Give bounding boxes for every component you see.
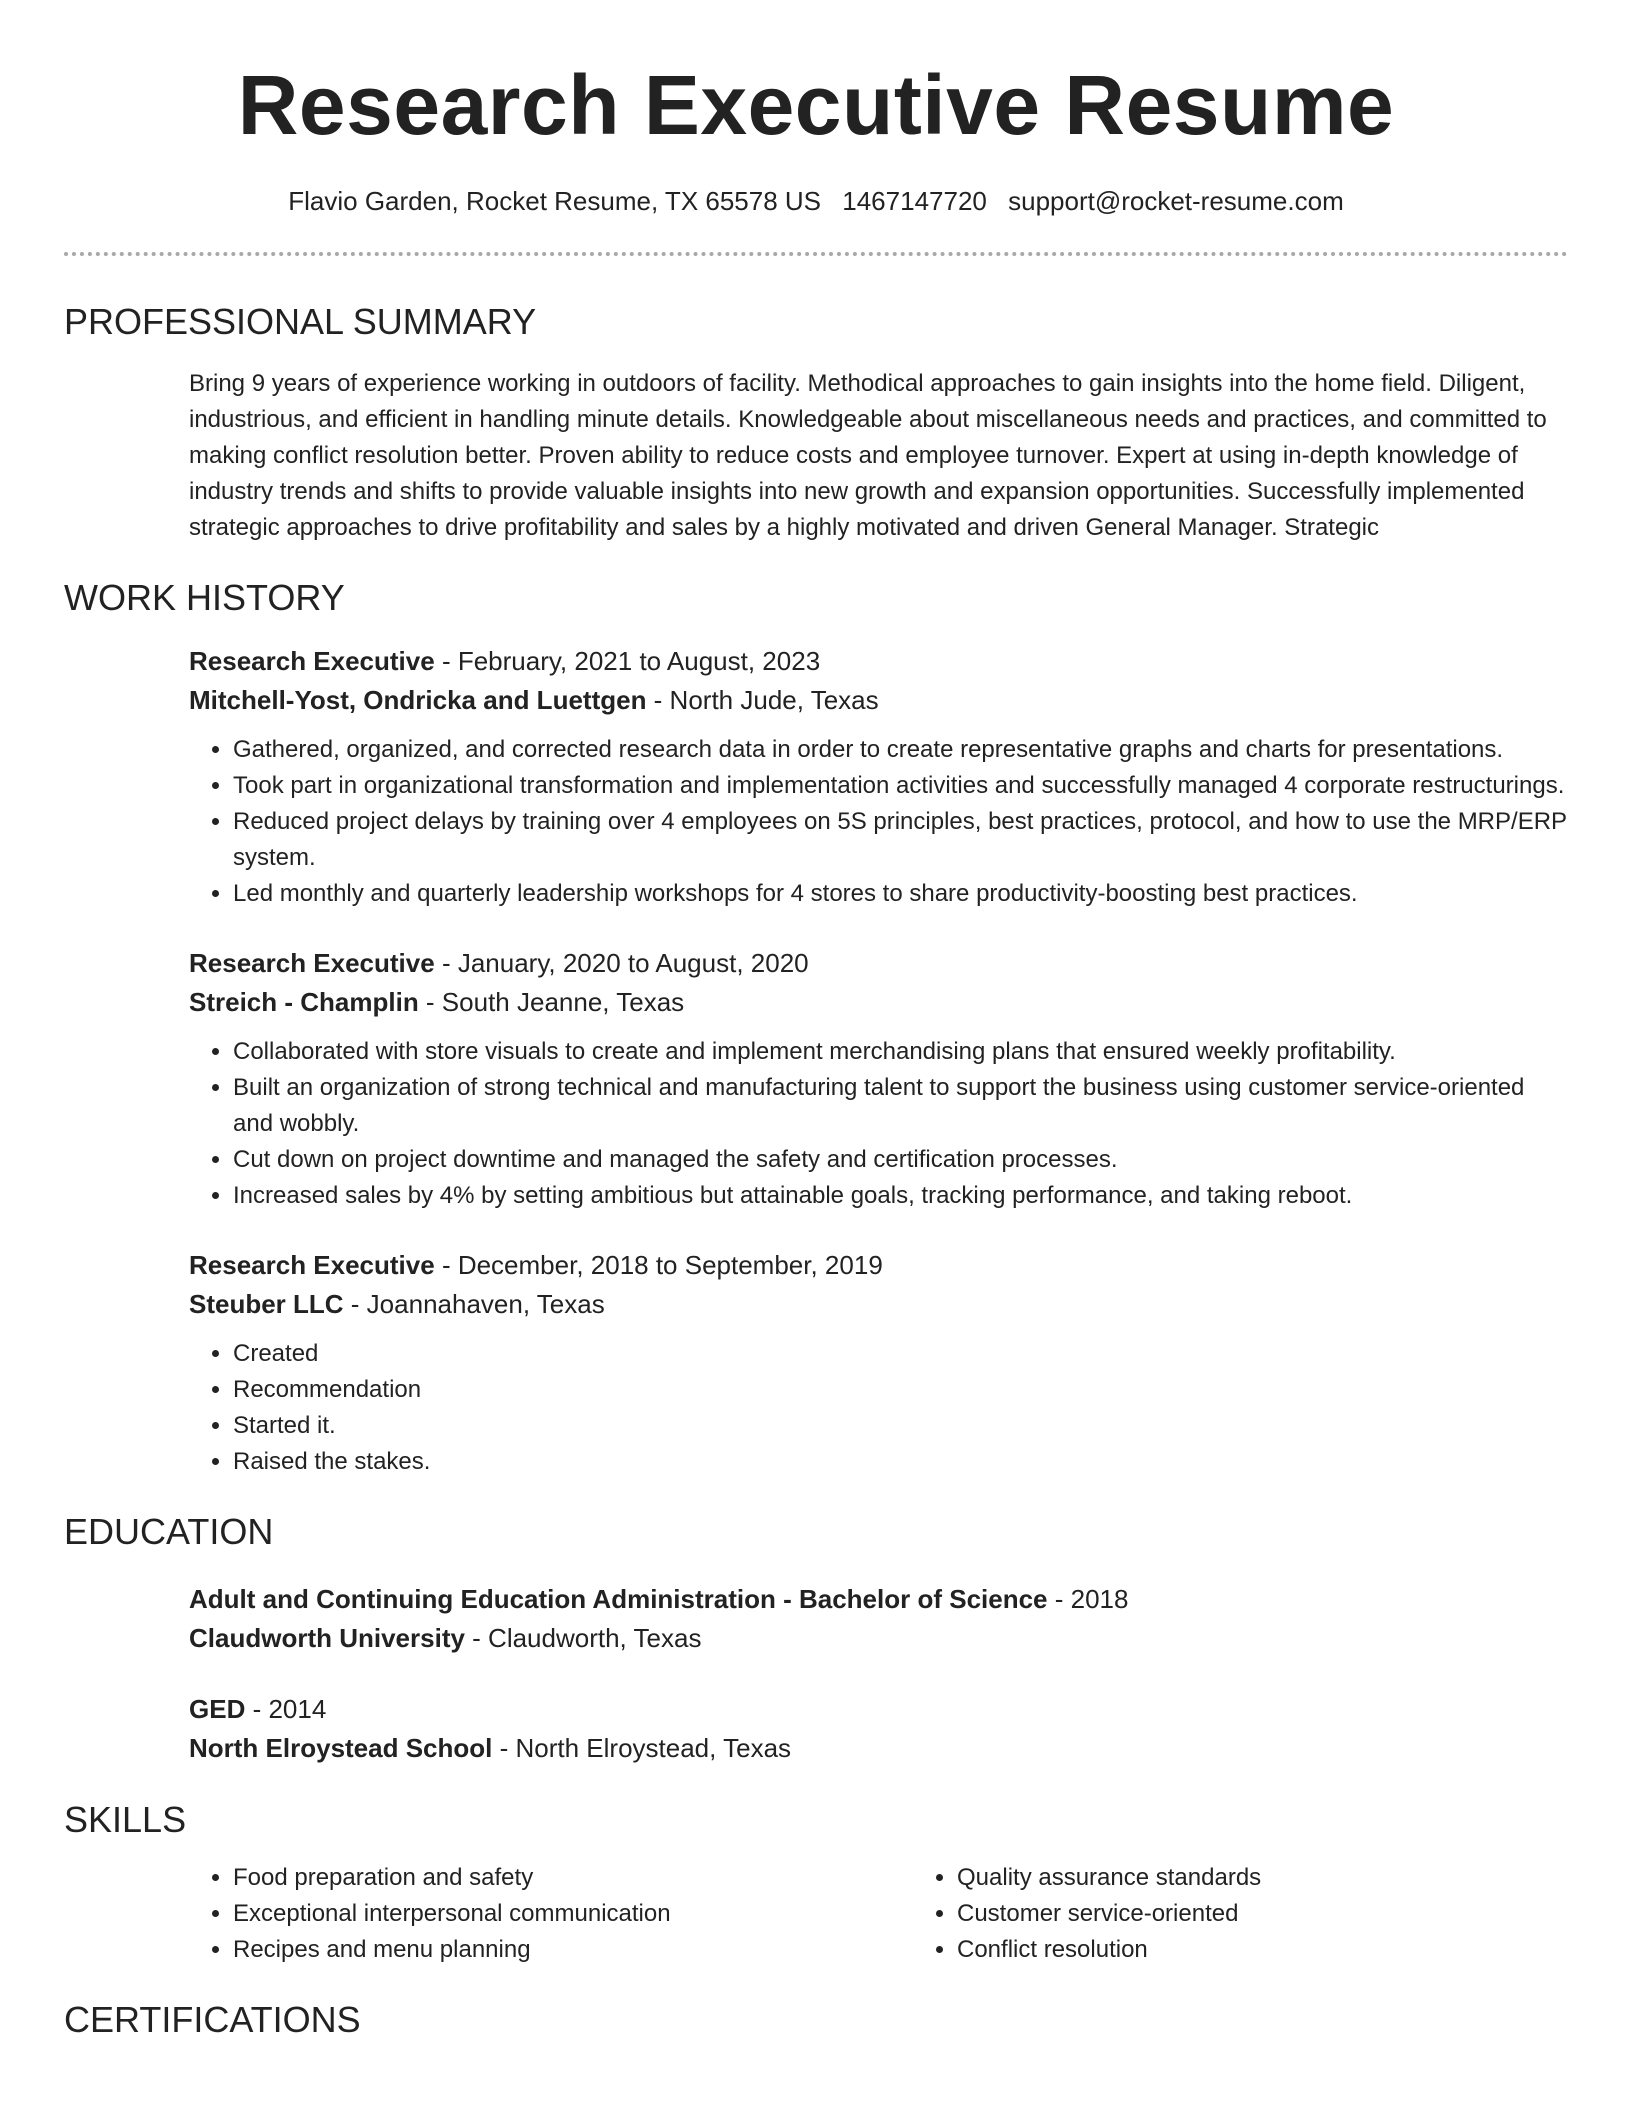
education-heading: EDUCATION	[64, 1511, 274, 1552]
education-section	[0, 1510, 1632, 1768]
education-degree-line	[189, 1580, 1568, 1619]
resume-header	[0, 0, 1632, 216]
contact-email: support@rocket-resume.com	[1008, 186, 1344, 216]
job-bullets	[189, 732, 1568, 912]
education-location: - North Elroystead, Texas	[492, 1733, 792, 1763]
education-year: - 2018	[1047, 1584, 1129, 1614]
skills-columns	[189, 1860, 1568, 1968]
education-entry	[189, 1690, 1568, 1768]
job-bullet: • Collaborated with store visuals to create and implement merchandising plans that ensured weekly profitability.	[233, 1034, 1568, 1070]
job-location: - South Jeanne, Texas	[418, 987, 685, 1017]
skills-heading: SKILLS	[64, 1799, 187, 1840]
job-dates: - December, 2018 to September, 2019	[434, 1250, 883, 1280]
contact-phone: 1467147720	[842, 186, 987, 216]
job-title: Research Executive	[189, 1250, 435, 1280]
education-year: - 2014	[245, 1694, 327, 1724]
skills-section	[0, 1798, 1632, 1968]
job-dates: - January, 2020 to August, 2020	[434, 948, 809, 978]
job-company-line	[189, 681, 1568, 720]
job-location: - Joannahaven, Texas	[343, 1289, 605, 1319]
job-title-line	[189, 642, 1568, 681]
job-bullet: • Built an organization of strong technical and manufacturing talent to support the business using customer service-oriented and wobbly.	[233, 1070, 1568, 1142]
summary-text: Bring 9 years of experience working in outdoors of facility. Methodical approaches to gain insights into the home field. Diligent, industrious, and efficient in handling minute details. Knowledgeable about miscellaneous needs and practices, and committed to making conflict resolution better. Proven ability to reduce costs and employee turnover. Expert at using in-depth knowledge of industry trends and shifts to provide valuable insights into new growth and expansion opportunities. Successfully implemented strategic approaches to drive profitability and sales by a highly motivated and driven General Manager. Strategic	[189, 370, 1547, 541]
job-entry	[189, 642, 1568, 912]
education-school-line	[189, 1729, 1568, 1768]
job-title: Research Executive	[189, 646, 435, 676]
job-title: Research Executive	[189, 948, 435, 978]
job-bullet: • Started it.	[233, 1408, 1568, 1444]
job-dates: - February, 2021 to August, 2023	[434, 646, 821, 676]
job-bullet: • Raised the stakes.	[233, 1444, 1568, 1480]
job-bullet: • Led monthly and quarterly leadership workshops for 4 stores to share productivity-boosting best practices.	[233, 876, 1568, 912]
job-bullet: • Gathered, organized, and corrected research data in order to create representative graphs and charts for presentations.	[233, 732, 1568, 768]
work-heading: WORK HISTORY	[64, 577, 345, 618]
contact-line	[0, 186, 1632, 216]
summary-section	[0, 300, 1632, 546]
summary-heading: PROFESSIONAL SUMMARY	[64, 301, 537, 342]
education-location: - Claudworth, Texas	[464, 1623, 702, 1653]
education-school: North Elroystead School	[189, 1733, 493, 1763]
job-company-line	[189, 1285, 1568, 1324]
resume-title: Research Executive Resume	[237, 58, 1395, 152]
job-entry	[189, 944, 1568, 1214]
skills-list-right	[913, 1860, 1632, 1968]
job-title-line	[189, 944, 1568, 983]
skill-item: • Recipes and menu planning	[233, 1932, 913, 1968]
education-degree: GED	[189, 1694, 246, 1724]
skill-item: • Exceptional interpersonal communication	[233, 1896, 913, 1932]
job-bullet: • Created	[233, 1336, 1568, 1372]
job-location: - North Jude, Texas	[646, 685, 879, 715]
work-section	[0, 576, 1632, 1480]
certifications-section	[0, 1998, 1632, 2042]
job-company: Steuber LLC	[189, 1289, 344, 1319]
education-entry	[189, 1580, 1568, 1658]
job-entry	[189, 1246, 1568, 1480]
skill-item: • Quality assurance standards	[957, 1860, 1632, 1896]
education-degree-line	[189, 1690, 1568, 1729]
skill-item: • Customer service-oriented	[957, 1896, 1632, 1932]
job-title-line	[189, 1246, 1568, 1285]
job-bullets	[189, 1336, 1568, 1480]
job-bullet: • Cut down on project downtime and managed the safety and certification processes.	[233, 1142, 1568, 1178]
header-divider	[64, 252, 1568, 256]
job-company-line	[189, 983, 1568, 1022]
education-school-line	[189, 1619, 1568, 1658]
certifications-heading: CERTIFICATIONS	[64, 1999, 361, 2040]
job-bullet: • Recommendation	[233, 1372, 1568, 1408]
skills-list-left	[189, 1860, 913, 1968]
education-school: Claudworth University	[189, 1623, 465, 1653]
job-bullet: • Increased sales by 4% by setting ambitious but attainable goals, tracking performance, and taking reboot.	[233, 1178, 1568, 1214]
job-company: Streich - Champlin	[189, 987, 419, 1017]
skill-item: • Food preparation and safety	[233, 1860, 913, 1896]
job-company: Mitchell-Yost, Ondricka and Luettgen	[189, 685, 647, 715]
contact-address: Flavio Garden, Rocket Resume, TX 65578 US	[288, 186, 822, 216]
job-bullets	[189, 1034, 1568, 1214]
job-bullet: • Took part in organizational transformation and implementation activities and successfully managed 4 corporate restructurings.	[233, 768, 1568, 804]
skill-item: • Conflict resolution	[957, 1932, 1632, 1968]
job-bullet: • Reduced project delays by training over 4 employees on 5S principles, best practices, protocol, and how to use the MRP/ERP system.	[233, 804, 1568, 876]
education-degree: Adult and Continuing Education Administration - Bachelor of Science	[189, 1584, 1048, 1614]
